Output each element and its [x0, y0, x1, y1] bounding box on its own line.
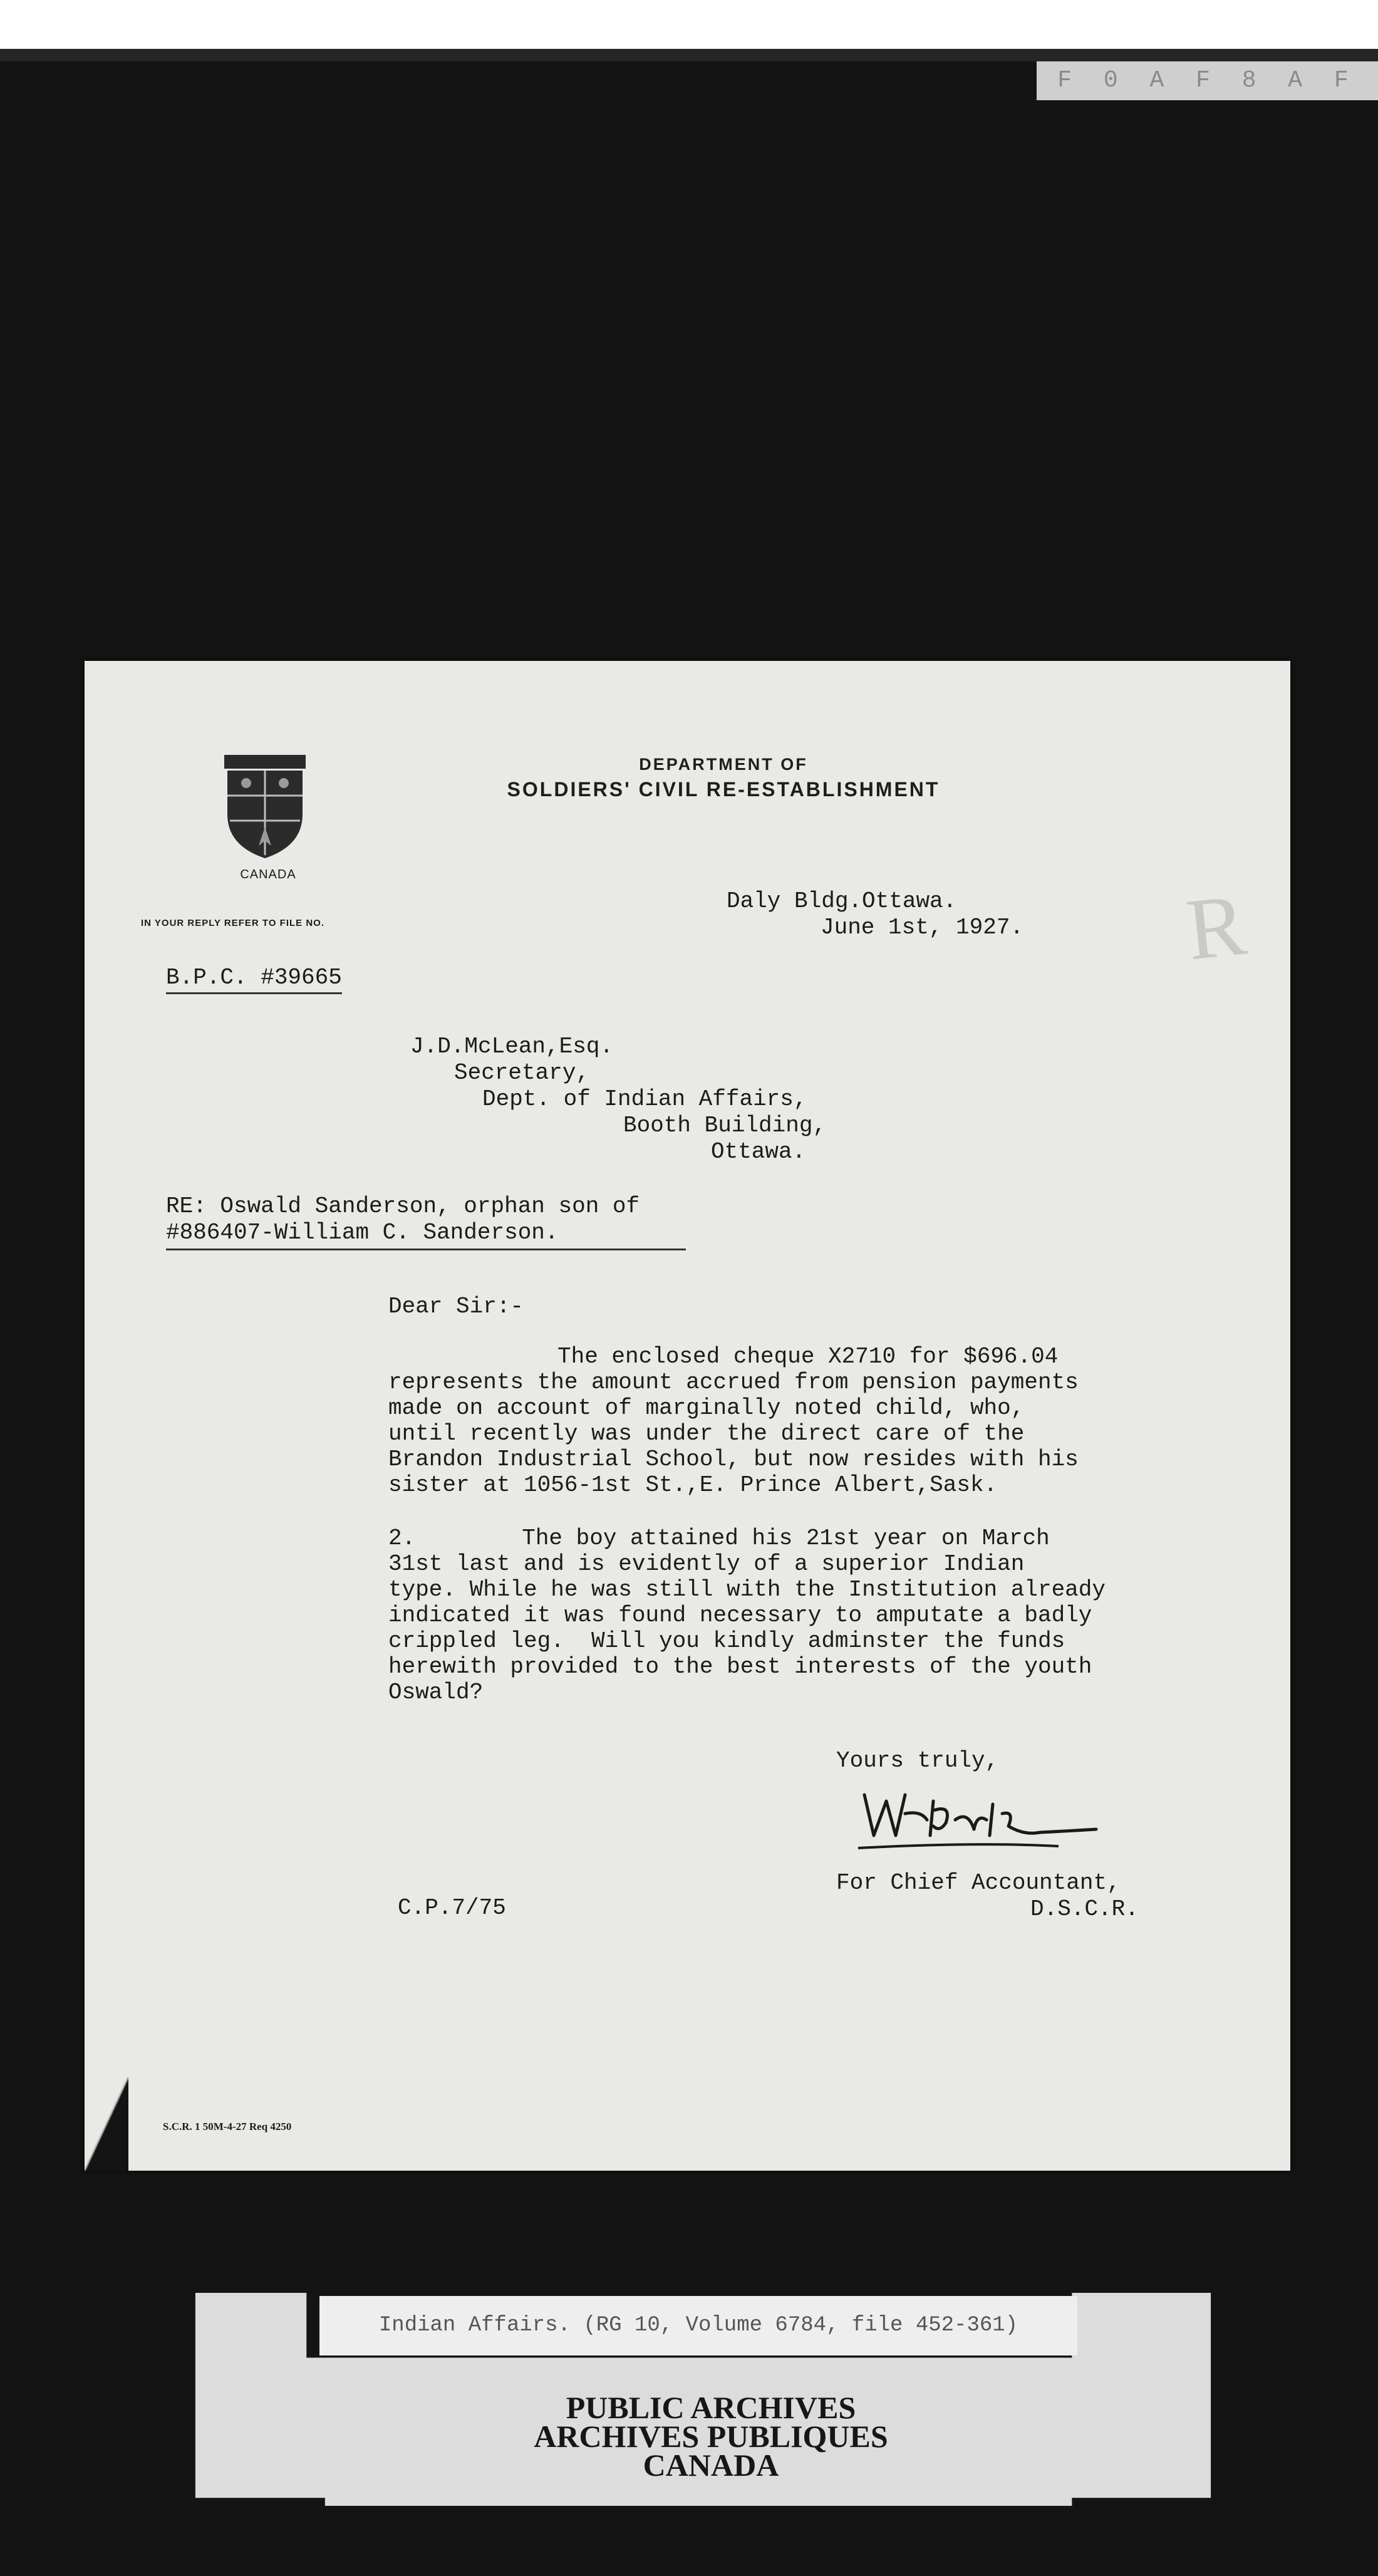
department-line2: SOLDIERS' CIVIL RE-ESTABLISHMENT — [507, 778, 940, 801]
addressee-line3: Dept. of Indian Affairs, — [482, 1086, 807, 1112]
para1-line6: sister at 1056-1st St.,E. Prince Albert,Sask. — [388, 1472, 998, 1498]
faint-r-stamp: R — [1182, 876, 1251, 979]
para2-line4: indicated it was found necessary to amputate a badly — [388, 1602, 1092, 1628]
page-corner-fold — [85, 2077, 128, 2171]
film-edge — [0, 49, 1378, 61]
para1-line1: The enclosed cheque X2710 for $696.04 — [557, 1344, 1059, 1369]
handwritten-signature — [852, 1776, 1102, 1857]
para1-line4: until recently was under the direct care of the — [388, 1421, 1025, 1446]
addressee-block — [410, 1034, 826, 1165]
paragraph-1 — [388, 1344, 1079, 1498]
check-mark-icon: ↙ — [1246, 1786, 1278, 1828]
form-code: S.C.R. 1 50M-4-27 Req 4250 — [163, 2121, 292, 2132]
archive-title — [370, 2390, 1052, 2483]
para2-line5: crippled leg. Will you kindly adminster the funds — [388, 1628, 1065, 1654]
department-heading — [410, 755, 1037, 801]
para2-line3: type. While he was still with the Institution already — [388, 1577, 1106, 1602]
letter-date: June 1st, 1927. — [821, 915, 1024, 940]
addressee-line1: J.D.McLean,Esq. — [410, 1034, 614, 1059]
para2-line1: The boy attained his 21st year on March — [522, 1525, 1050, 1551]
archive-reference: Indian Affairs. (RG 10, Volume 6784, file 452-361) — [319, 2296, 1077, 2355]
paragraph-2 — [388, 1525, 1106, 1705]
archive-title-line3: CANADA — [643, 2448, 779, 2483]
para2-line2: 31st last and is evidently of a superior Indian — [388, 1551, 1025, 1577]
coat-of-arms-icon — [221, 752, 309, 861]
addressee-line4: Booth Building, — [623, 1113, 827, 1138]
refer-label: IN YOUR REPLY REFER TO FILE NO. — [141, 918, 324, 928]
signature-block — [836, 1870, 1139, 1923]
signed-for: For Chief Accountant, — [836, 1870, 1121, 1896]
closing: Yours truly, — [836, 1748, 999, 1774]
subject-line1: RE: Oswald Sanderson, orphan son of — [166, 1193, 640, 1219]
signed-department: D.S.C.R. — [1030, 1896, 1139, 1922]
archive-title-line1: PUBLIC ARCHIVES — [566, 2390, 856, 2425]
para2-number: 2. — [388, 1525, 416, 1551]
subject-line2: #886407-William C. Sanderson. — [166, 1220, 559, 1245]
file-number: B.P.C. #39665 — [166, 965, 342, 994]
para2-first-line — [388, 1525, 1106, 1551]
subject-block — [166, 1193, 640, 1246]
cp-reference: C.P.7/75 — [398, 1895, 506, 1921]
salutation: Dear Sir:- — [388, 1294, 524, 1319]
archive-title-line2: ARCHIVES PUBLIQUES — [534, 2419, 888, 2454]
letter-page — [85, 661, 1290, 2171]
para2-line6: herewith provided to the best interests of the youth — [388, 1654, 1092, 1680]
addressee-line5: Ottawa. — [711, 1139, 806, 1165]
crest-caption: CANADA — [240, 868, 296, 881]
subject-underline — [166, 1249, 686, 1250]
para1-line2: represents the amount accrued from pension payments — [388, 1369, 1079, 1395]
addressee-line2: Secretary, — [454, 1060, 590, 1086]
para2-line7: Oswald? — [388, 1680, 484, 1705]
frame-code: F 0 A F 8 A F — [1037, 61, 1378, 100]
para1-line3: made on account of marginally noted child, who, — [388, 1395, 1025, 1421]
para1-line5: Brandon Industrial School, but now resides with his — [388, 1446, 1079, 1472]
sender-place: Daly Bldg.Ottawa. — [727, 888, 957, 914]
department-line1: DEPARTMENT OF — [639, 755, 808, 774]
